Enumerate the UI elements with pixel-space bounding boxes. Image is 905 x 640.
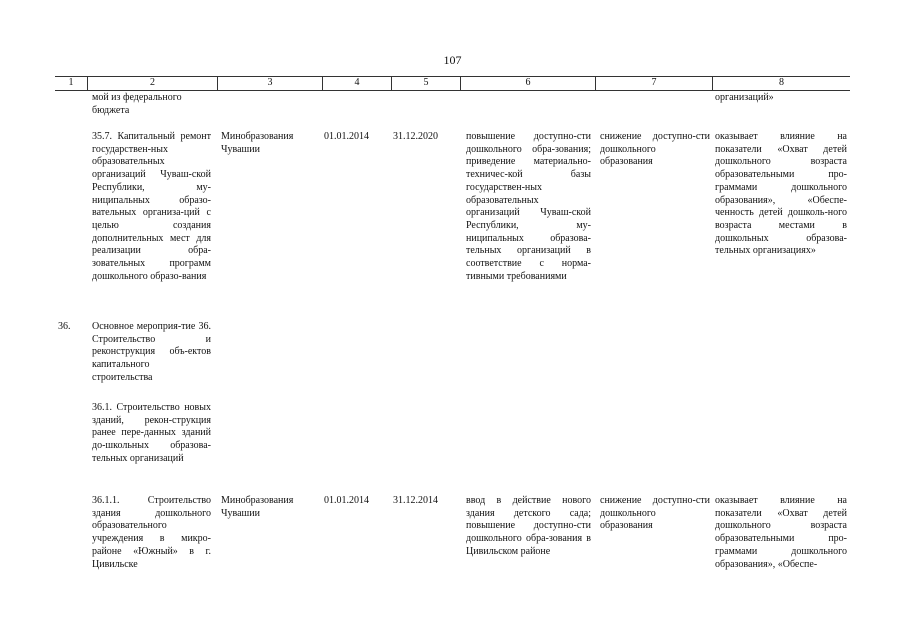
activity-title: 36.1. Строительство новых зданий, рекон-струкция ранее пере-данных зданий до-школьных образова-тельных организаций xyxy=(92,402,211,464)
indicator-link: оказывает влияние на показатели «Охват детей дошкольного возраста образовательными про-граммами дошкольного образования», «Обеспе-ченность детей дошколь-ного возраста местами в дошкольных образова-тельных организациях» xyxy=(715,131,847,257)
column-header-4: 4 xyxy=(322,77,391,90)
column-header-3: 3 xyxy=(217,77,322,90)
start-date: 01.01.2014 xyxy=(324,131,369,142)
indicator-link: организаций» xyxy=(715,92,774,103)
row-number: 36. xyxy=(58,321,71,332)
table-header-row xyxy=(55,76,850,91)
column-header-6: 6 xyxy=(460,77,595,90)
column-header-2: 2 xyxy=(87,77,217,90)
activity-title: 36.1.1. Строительство здания дошкольного образовательного учреждения в микро-районе «Южный» в г. Цивильске xyxy=(92,495,211,570)
column-header-7: 7 xyxy=(595,77,712,90)
column-header-5: 5 xyxy=(391,77,460,90)
indicator-link: оказывает влияние на показатели «Охват детей дошкольного возраста образовательными про-граммами дошкольного образования», «Обеспе- xyxy=(715,495,847,570)
end-date: 31.12.2014 xyxy=(393,495,438,506)
end-date: 31.12.2020 xyxy=(393,131,438,142)
non-implementation-consequence: снижение доступно-сти дошкольного образования xyxy=(600,495,710,532)
expected-result: повышение доступно-сти дошкольного обра-зования; приведение материально-техничес-кой базы государствен-ных образовательных организаций Чуваш-ской Республики, му-ниципальных образова-тельных организаций в соответствие с норма-тивными требованиями xyxy=(466,131,591,282)
page-number: 107 xyxy=(443,53,462,67)
activity-title: мой из федерального бюджета xyxy=(92,92,182,116)
start-date: 01.01.2014 xyxy=(324,495,369,506)
executor: Минобразования Чувашии xyxy=(221,131,294,155)
non-implementation-consequence: снижение доступно-сти дошкольного образования xyxy=(600,131,710,168)
executor: Минобразования Чувашии xyxy=(221,495,294,519)
activity-title: Основное мероприя-тие 36. Строительство и реконструкция объ-ектов капитального строительства xyxy=(92,321,211,383)
activity-title: 35.7. Капитальный ремонт государствен-ных образовательных организаций Чуваш-ской Республики, му-ниципальных образо-вательных организа-ций с целью создания дополнительных мест для реализации обра-зовательных программ дошкольного образо-вания xyxy=(92,131,211,282)
column-header-1: 1 xyxy=(68,77,74,88)
expected-result: ввод в действие нового здания детского сада; повышение доступно-сти дошкольного обра-зования в Цивильском районе xyxy=(466,495,591,557)
column-header-8: 8 xyxy=(712,77,850,90)
